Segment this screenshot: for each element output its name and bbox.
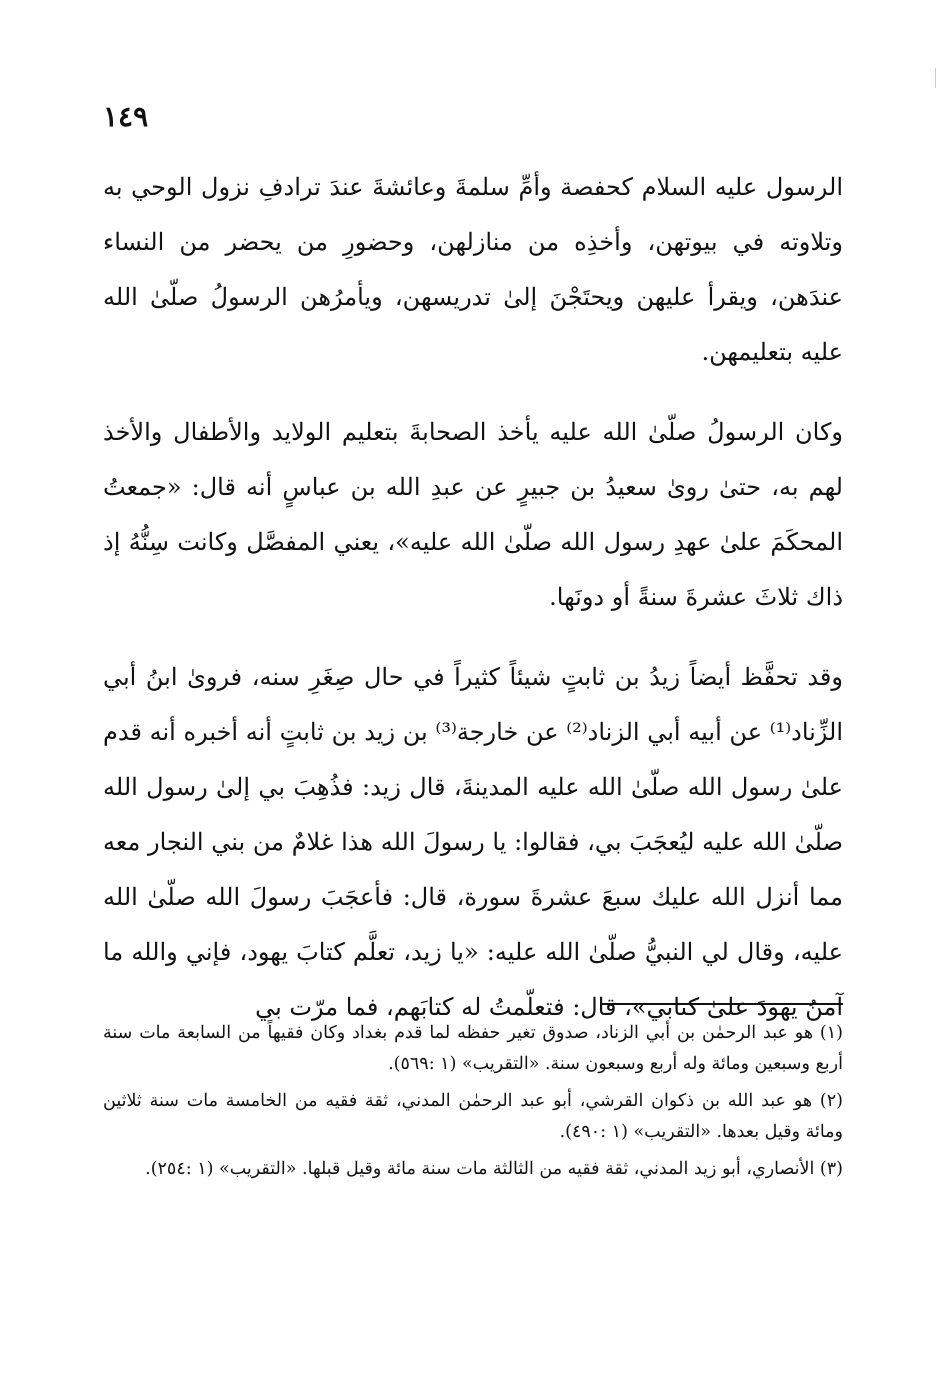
footnote-2: (٢) هو عبد الله بن ذكوان القرشي، أبو عبد الرحمٰن المدني، ثقة فقيه من الخامسة مات سنة ثلاثين ومائة وقيل بعدها. «التقريب» (١ :٤٩٠).: [103, 1091, 843, 1142]
footnotes-block: [103, 1018, 843, 1191]
page-number: ١٤٩: [103, 100, 149, 133]
footnote-1: (١) هو عبد الرحمٰن بن أبي الزناد، صدوق تغير حفظه لما قدم بغداد وكان فقيهاً من السابعة مات سنة أربع وسبعين ومائة وله أربع وسبعون سنة. «التقريب» (١ :٥٦٩).: [103, 1023, 843, 1074]
footnote-separator-rule: [601, 1003, 843, 1005]
footnote-3: (٣) الأنصاري، أبو زيد المدني، ثقة فقيه من الثالثة مات سنة مائة وقيل قبلها. «التقريب» (١ :٢٥٤).: [145, 1159, 843, 1179]
scan-edge-mark: [935, 68, 936, 88]
paragraph-2: وكان الرسولُ صلّىٰ الله عليه يأخذ الصحابةَ بتعليم الولايد والأطفال والأخذ لهم به، حتىٰ روىٰ سعيدُ بن جبيرٍ عن عبدِ الله بن عباسٍ أنه قال: «جمعتُ المحكَمَ علىٰ عهدِ رسول الله صلّىٰ الله عليه»، يعني المفصَّل وكانت سِنُّهُ إذ ذاك ثلاثَ عشرةَ سنةً أو دونَها.: [103, 418, 843, 611]
main-text-block: [103, 160, 843, 1060]
paragraph-3: وقد تحفَّظ أيضاً زيدُ بن ثابتٍ شيئاً كثيراً في حال صِغَرِ سنه، فروىٰ ابنُ أبي الزِّناد⁽¹⁾ عن أبيه أبي الزناد⁽²⁾ عن خارجة⁽³⁾ بن زيد بن ثابتٍ أنه أخبره أنه قدم علىٰ رسول الله صلّىٰ الله عليه المدينةَ، قال زيد: فذُهِبَ بي إلىٰ رسول الله صلّىٰ الله عليه ليُعجَبَ بي، فقالوا: يا رسولَ الله هذا غلامٌ من بني النجار معه مما أنزل الله عليك سبعَ عشرةَ سورة، قال: فأعجَبَ رسولَ الله صلّىٰ الله عليه، وقال لي النبيُّ صلّىٰ الله عليه: «يا زيد، تعلَّم كتابَ يهود، فإني والله ما آمنُ يهودَ علىٰ كتابي»، قال: فتعلّمتُ له كتابَهم، فما مرّت بي: [103, 663, 844, 1021]
paragraph-1: الرسول عليه السلام كحفصة وأمِّ سلمةَ وعائشةَ عندَ ترادفِ نزول الوحي به وتلاوته في بيوتهن، وأخذِه من منازلهن، وحضورِ من يحضر من النساء عندَهن، ويقرأ عليهن ويحتَجْنَ إلىٰ تدريسهن، ويأمرُهن الرسولُ صلّىٰ الله عليه بتعليمهن.: [103, 173, 843, 366]
